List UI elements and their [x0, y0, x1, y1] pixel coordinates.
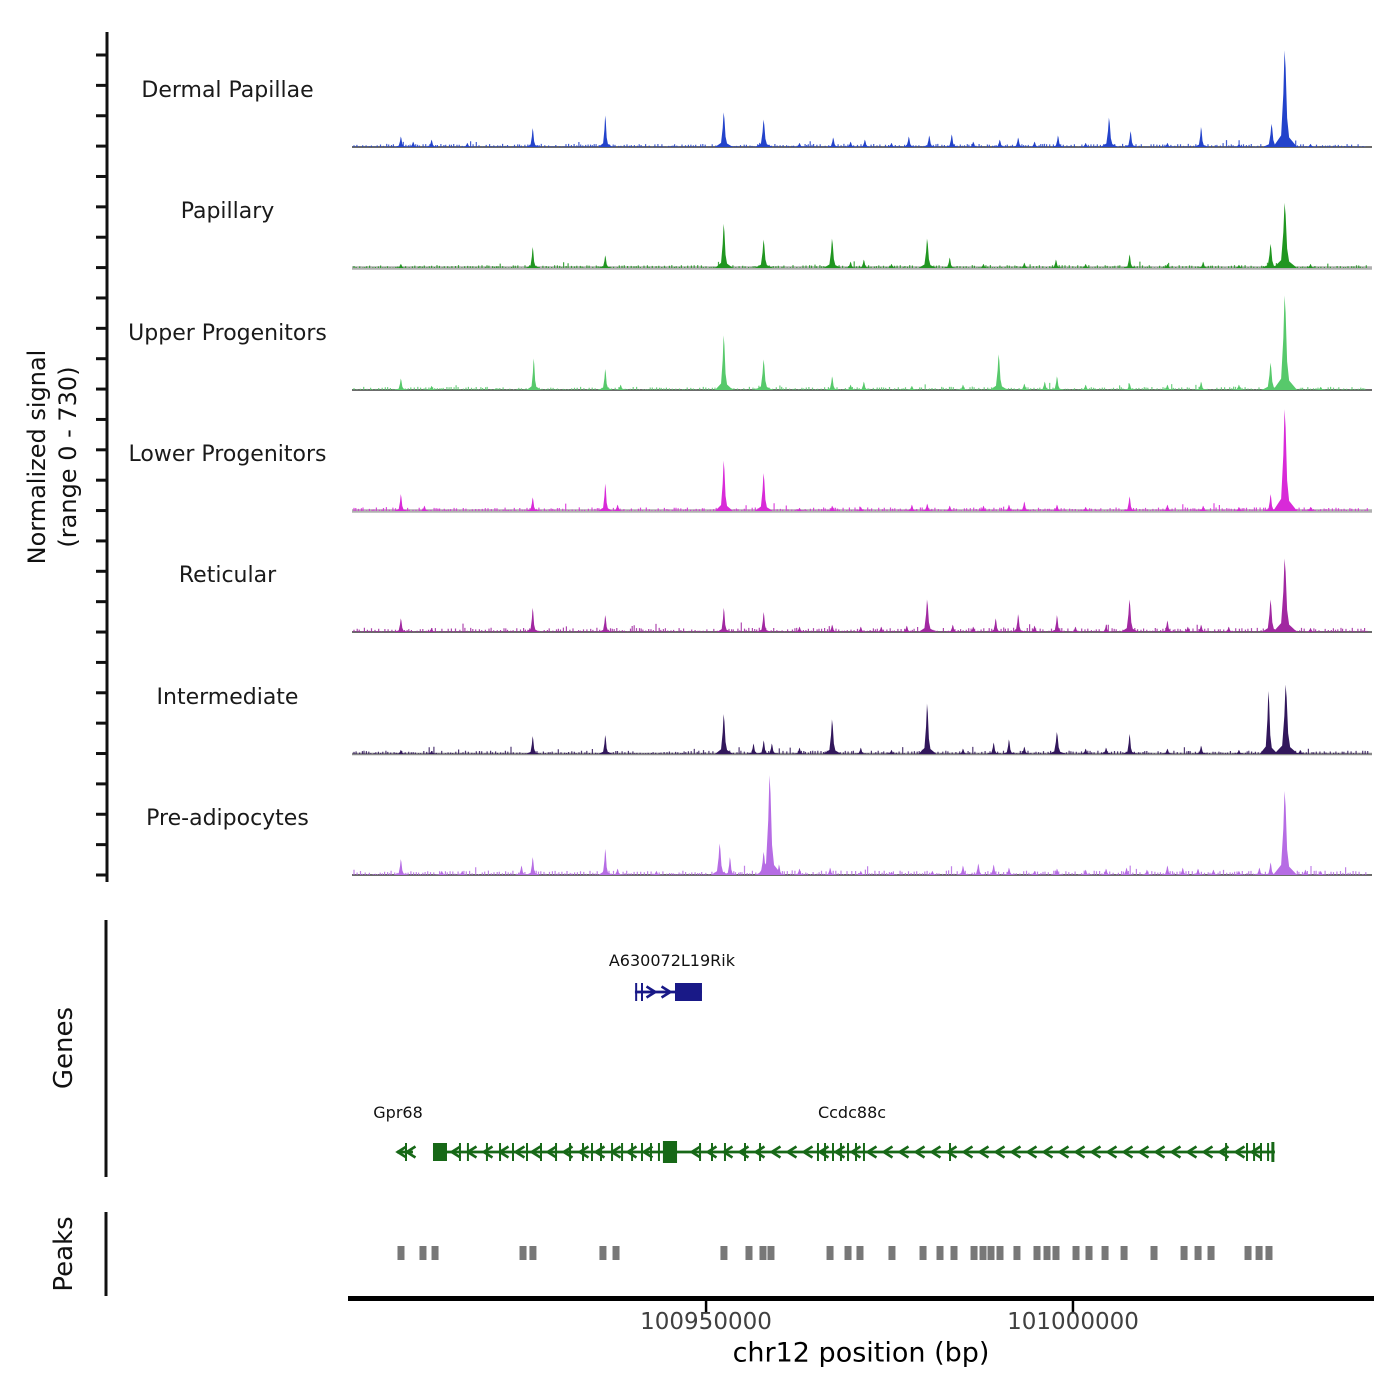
signal-peak [765, 744, 779, 755]
signal-peak [1273, 203, 1297, 268]
signal-peak [1273, 296, 1297, 391]
peak-box [856, 1246, 863, 1260]
track-label-dermal-papillae: Dermal Papillae [141, 78, 314, 103]
peak-box [745, 1246, 752, 1260]
peak-box [1013, 1246, 1020, 1260]
y-axis-label [22, 350, 84, 565]
signal-peak [746, 744, 760, 755]
x-axis-line [348, 1296, 1374, 1301]
peak-box [987, 1246, 994, 1260]
signal-peak [715, 112, 733, 147]
signal-peak [990, 354, 1008, 390]
signal-peak [945, 134, 959, 147]
track-label-lower-progenitors: Lower Progenitors [128, 442, 327, 467]
signal-peak [717, 608, 731, 632]
signal-track-pre-adipocytes [352, 775, 1372, 875]
signal-peak [526, 128, 540, 147]
gene-label-ccdc88c: Ccdc88c [817, 1103, 887, 1122]
peak-box [1086, 1246, 1093, 1260]
peak-box [1265, 1246, 1272, 1260]
signal-peak [758, 775, 782, 875]
signal-track-intermediate [352, 685, 1372, 754]
signal-peak [1273, 50, 1297, 147]
signal-peak [1123, 734, 1137, 754]
peak-box [1073, 1246, 1080, 1260]
signal-peak [823, 719, 841, 754]
signal-peak [902, 137, 916, 148]
peak-box [1208, 1246, 1215, 1260]
signal-peak [1191, 869, 1205, 875]
track-label-upper-progenitors: Upper Progenitors [128, 321, 327, 346]
y-axis-label-line2: (range 0 - 730) [54, 366, 82, 548]
signal-peak [1123, 496, 1137, 511]
track-noise [354, 140, 1365, 147]
signal-peak [918, 704, 936, 754]
peak-box [1256, 1246, 1263, 1260]
peak-box [529, 1246, 536, 1260]
signal-peak [1123, 384, 1137, 390]
signal-peak [715, 335, 733, 390]
peak-box [397, 1246, 404, 1260]
exon-box [433, 1143, 447, 1161]
peak-box [827, 1246, 834, 1260]
signal-peak [394, 859, 408, 875]
signal-peak [755, 360, 773, 390]
peak-box [888, 1246, 895, 1260]
signal-peak [1048, 732, 1066, 754]
peak-box [1245, 1246, 1252, 1260]
signal-peak [598, 116, 612, 148]
genes-section-label: Genes [49, 1006, 79, 1090]
signal-peak [922, 135, 936, 147]
signal-peak [987, 742, 1001, 754]
peak-box [980, 1246, 987, 1260]
signal-peak [823, 239, 841, 268]
gene-label-a630072l19rik: A630072L19Rik [608, 951, 735, 970]
x-tick-label-2: 101000000 [1007, 1309, 1139, 1335]
peaks-section-label: Peaks [49, 1216, 79, 1292]
signal-track-reticular [352, 559, 1372, 633]
signal-peak [598, 255, 612, 268]
signal-peak [1176, 868, 1190, 875]
signal-track-lower-progenitors [352, 409, 1372, 511]
peak-box [1121, 1246, 1128, 1260]
gene-model-a630072l19rik [635, 983, 702, 1001]
signal-peak [715, 714, 733, 754]
signal-peak [858, 140, 872, 147]
signal-peak [715, 224, 733, 268]
y-axis-label-line1: Normalized signal [23, 349, 51, 565]
peak-box [951, 1246, 958, 1260]
peak-box [1195, 1246, 1202, 1260]
signal-peak [1252, 868, 1266, 875]
signal-peak [514, 866, 528, 875]
peak-box [419, 1246, 426, 1260]
peak-box [1181, 1246, 1188, 1260]
gene-model-ccdc88c [433, 1141, 1275, 1163]
peak-box [937, 1246, 944, 1260]
signal-peak [918, 599, 936, 632]
peak-box [996, 1246, 1003, 1260]
signal-peak [394, 378, 408, 390]
signal-peak [956, 866, 970, 875]
track-noise [354, 383, 1365, 390]
signal-peak [425, 140, 439, 147]
signal-peak [711, 844, 729, 876]
peaks-track [397, 1246, 1272, 1260]
peak-box [1033, 1246, 1040, 1260]
signal-peak [1099, 869, 1113, 875]
signal-peak [1274, 685, 1298, 754]
gene-model-gpr68 [397, 1143, 415, 1161]
signal-peak [598, 369, 612, 390]
signal-peak [715, 461, 733, 511]
signal-peak [1194, 746, 1208, 754]
track-label-pre-adipocytes: Pre-adipocytes [146, 806, 309, 831]
signal-peak [1260, 691, 1278, 754]
signal-track-papillary [352, 203, 1372, 268]
peak-box [520, 1246, 527, 1260]
x-axis-title: chr12 position (bp) [732, 1337, 990, 1369]
peak-box [432, 1246, 439, 1260]
signal-peak [598, 484, 612, 511]
signal-peak [526, 736, 540, 754]
gene-label-gpr68: Gpr68 [373, 1103, 423, 1122]
signal-peak [598, 849, 612, 875]
signal-peak [1273, 559, 1297, 633]
x-tick-label-1: 100950000 [640, 1309, 772, 1335]
signal-peak [755, 240, 773, 268]
signal-peak [526, 497, 540, 511]
peak-box [845, 1246, 852, 1260]
signal-peak [526, 247, 540, 268]
peak-box [599, 1246, 606, 1260]
signal-peak [755, 473, 773, 511]
peak-box [1052, 1246, 1059, 1260]
peak-box [1044, 1246, 1051, 1260]
track-label-intermediate: Intermediate [156, 685, 299, 710]
signal-track-dermal-papillae [352, 50, 1372, 147]
peak-box [1151, 1246, 1158, 1260]
peak-box [759, 1246, 766, 1260]
peak-box [920, 1246, 927, 1260]
signal-peak [1050, 376, 1064, 390]
signal-peak [918, 239, 936, 268]
exon-box [675, 983, 702, 1001]
signal-peak [1273, 409, 1297, 511]
signal-peak [1099, 626, 1113, 632]
signal-peak [971, 863, 985, 875]
signal-peak [1273, 791, 1297, 875]
track-label-reticular: Reticular [178, 563, 277, 588]
peak-box [613, 1246, 620, 1260]
signal-peak [598, 735, 612, 754]
peak-box [971, 1246, 978, 1260]
peak-box [720, 1246, 727, 1260]
signal-peak [1262, 599, 1280, 632]
signal-peak [1100, 118, 1118, 147]
signal-peak [526, 608, 540, 632]
signal-peak [1194, 127, 1208, 147]
peak-box [1102, 1246, 1109, 1260]
signal-peak [527, 359, 541, 391]
signal-peak [755, 120, 773, 147]
signal-peak [1121, 599, 1139, 632]
signal-peak [1002, 739, 1016, 754]
exon-box [663, 1141, 677, 1163]
signal-track-upper-progenitors [352, 296, 1372, 391]
peak-box [767, 1246, 774, 1260]
track-label-papillary: Papillary [180, 199, 275, 224]
